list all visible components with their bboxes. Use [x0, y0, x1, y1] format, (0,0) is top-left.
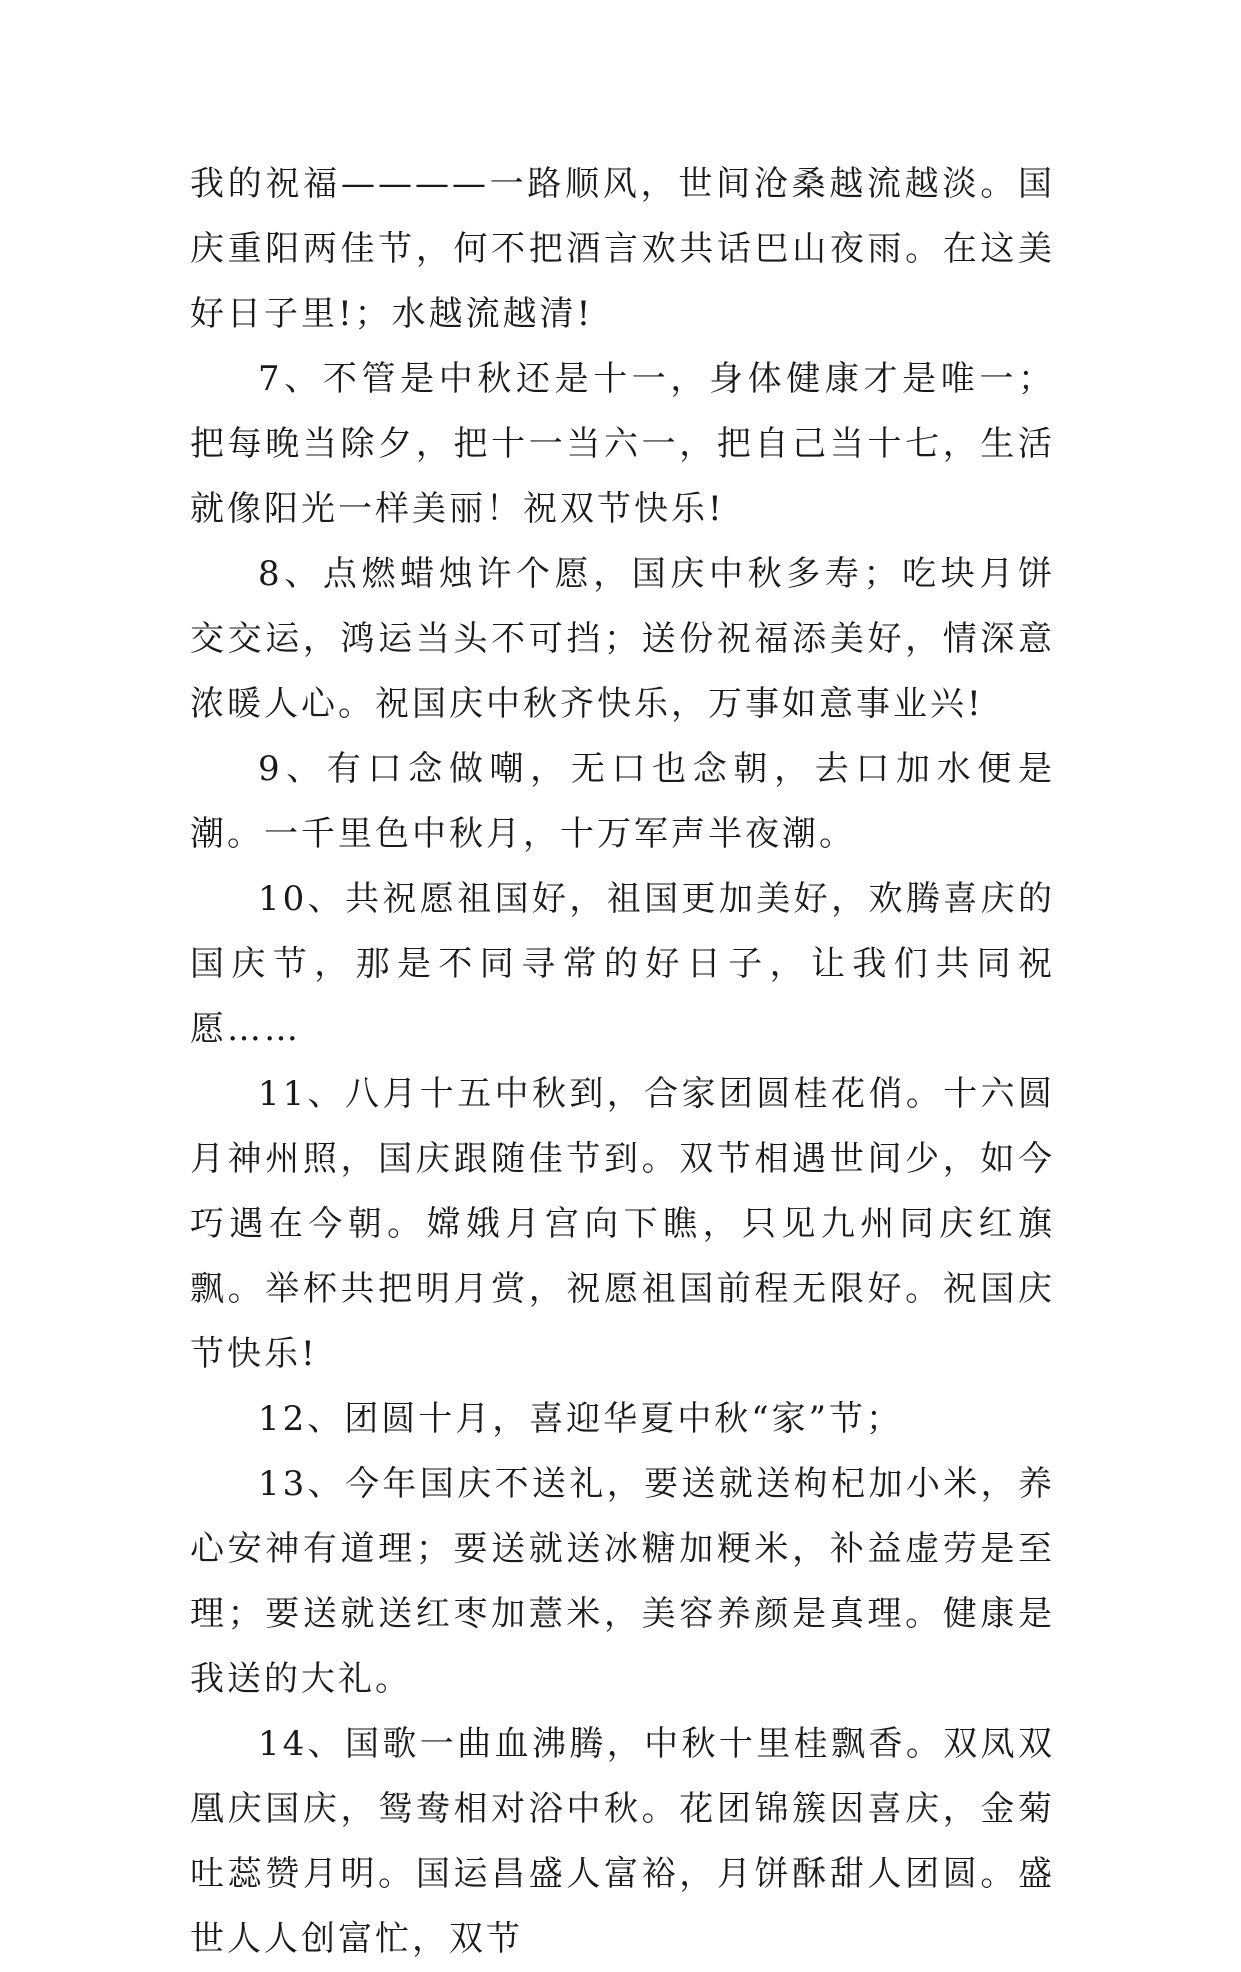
paragraph-item-12: 12、团圆十月，喜迎华夏中秋“家”节；	[258, 1399, 904, 1439]
paragraph-item-11: 11、八月十五中秋到，合家团圆桂花俏。十六圆月神州照，国庆跟随佳节到。双节相遇世间少，如今巧遇在今朝。嫦娥月宫向下瞧，只见九州同庆红旗飘。举杯共把明月赏，祝愿祖国前程无限好。祝国庆节快乐!	[190, 1074, 1055, 1374]
paragraph-continuation: 我的祝福————一路顺风，世间沧桑越流越淡。国庆重阳两佳节，何不把酒言欢共话巴山夜雨。在这美好日子里!；水越流越清!	[190, 164, 1055, 334]
paragraph-item-13: 13、今年国庆不送礼，要送就送枸杞加小米，养心安神有道理；要送就送冰糖加粳米，补益虚劳是至理；要送就送红枣加薏米，美容养颜是真理。健康是我送的大礼。	[190, 1464, 1055, 1699]
paragraph-item-8: 8、点燃蜡烛许个愿，国庆中秋多寿；吃块月饼交交运，鸿运当头不可挡；送份祝福添美好，情深意浓暖人心。祝国庆中秋齐快乐，万事如意事业兴!	[190, 554, 1055, 724]
document-body	[190, 152, 1055, 1972]
paragraph-item-7: 7、不管是中秋还是十一，身体健康才是唯一；把每晚当除夕，把十一当六一，把自己当十七，生活就像阳光一样美丽！祝双节快乐!	[190, 359, 1055, 529]
paragraph-item-10: 10、共祝愿祖国好，祖国更加美好，欢腾喜庆的国庆节，那是不同寻常的好日子，让我们共同祝愿……	[190, 879, 1055, 1049]
paragraph-item-14: 14、国歌一曲血沸腾，中秋十里桂飘香。双凤双凰庆国庆，鸳鸯相对浴中秋。花团锦簇因喜庆，金菊吐蕊赞月明。国运昌盛人富裕，月饼酥甜人团圆。盛世人人创富忙，双节	[190, 1724, 1055, 1959]
paragraph-item-9: 9、有口念做嘲，无口也念朝，去口加水便是潮。一千里色中秋月，十万军声半夜潮。	[190, 749, 1055, 854]
